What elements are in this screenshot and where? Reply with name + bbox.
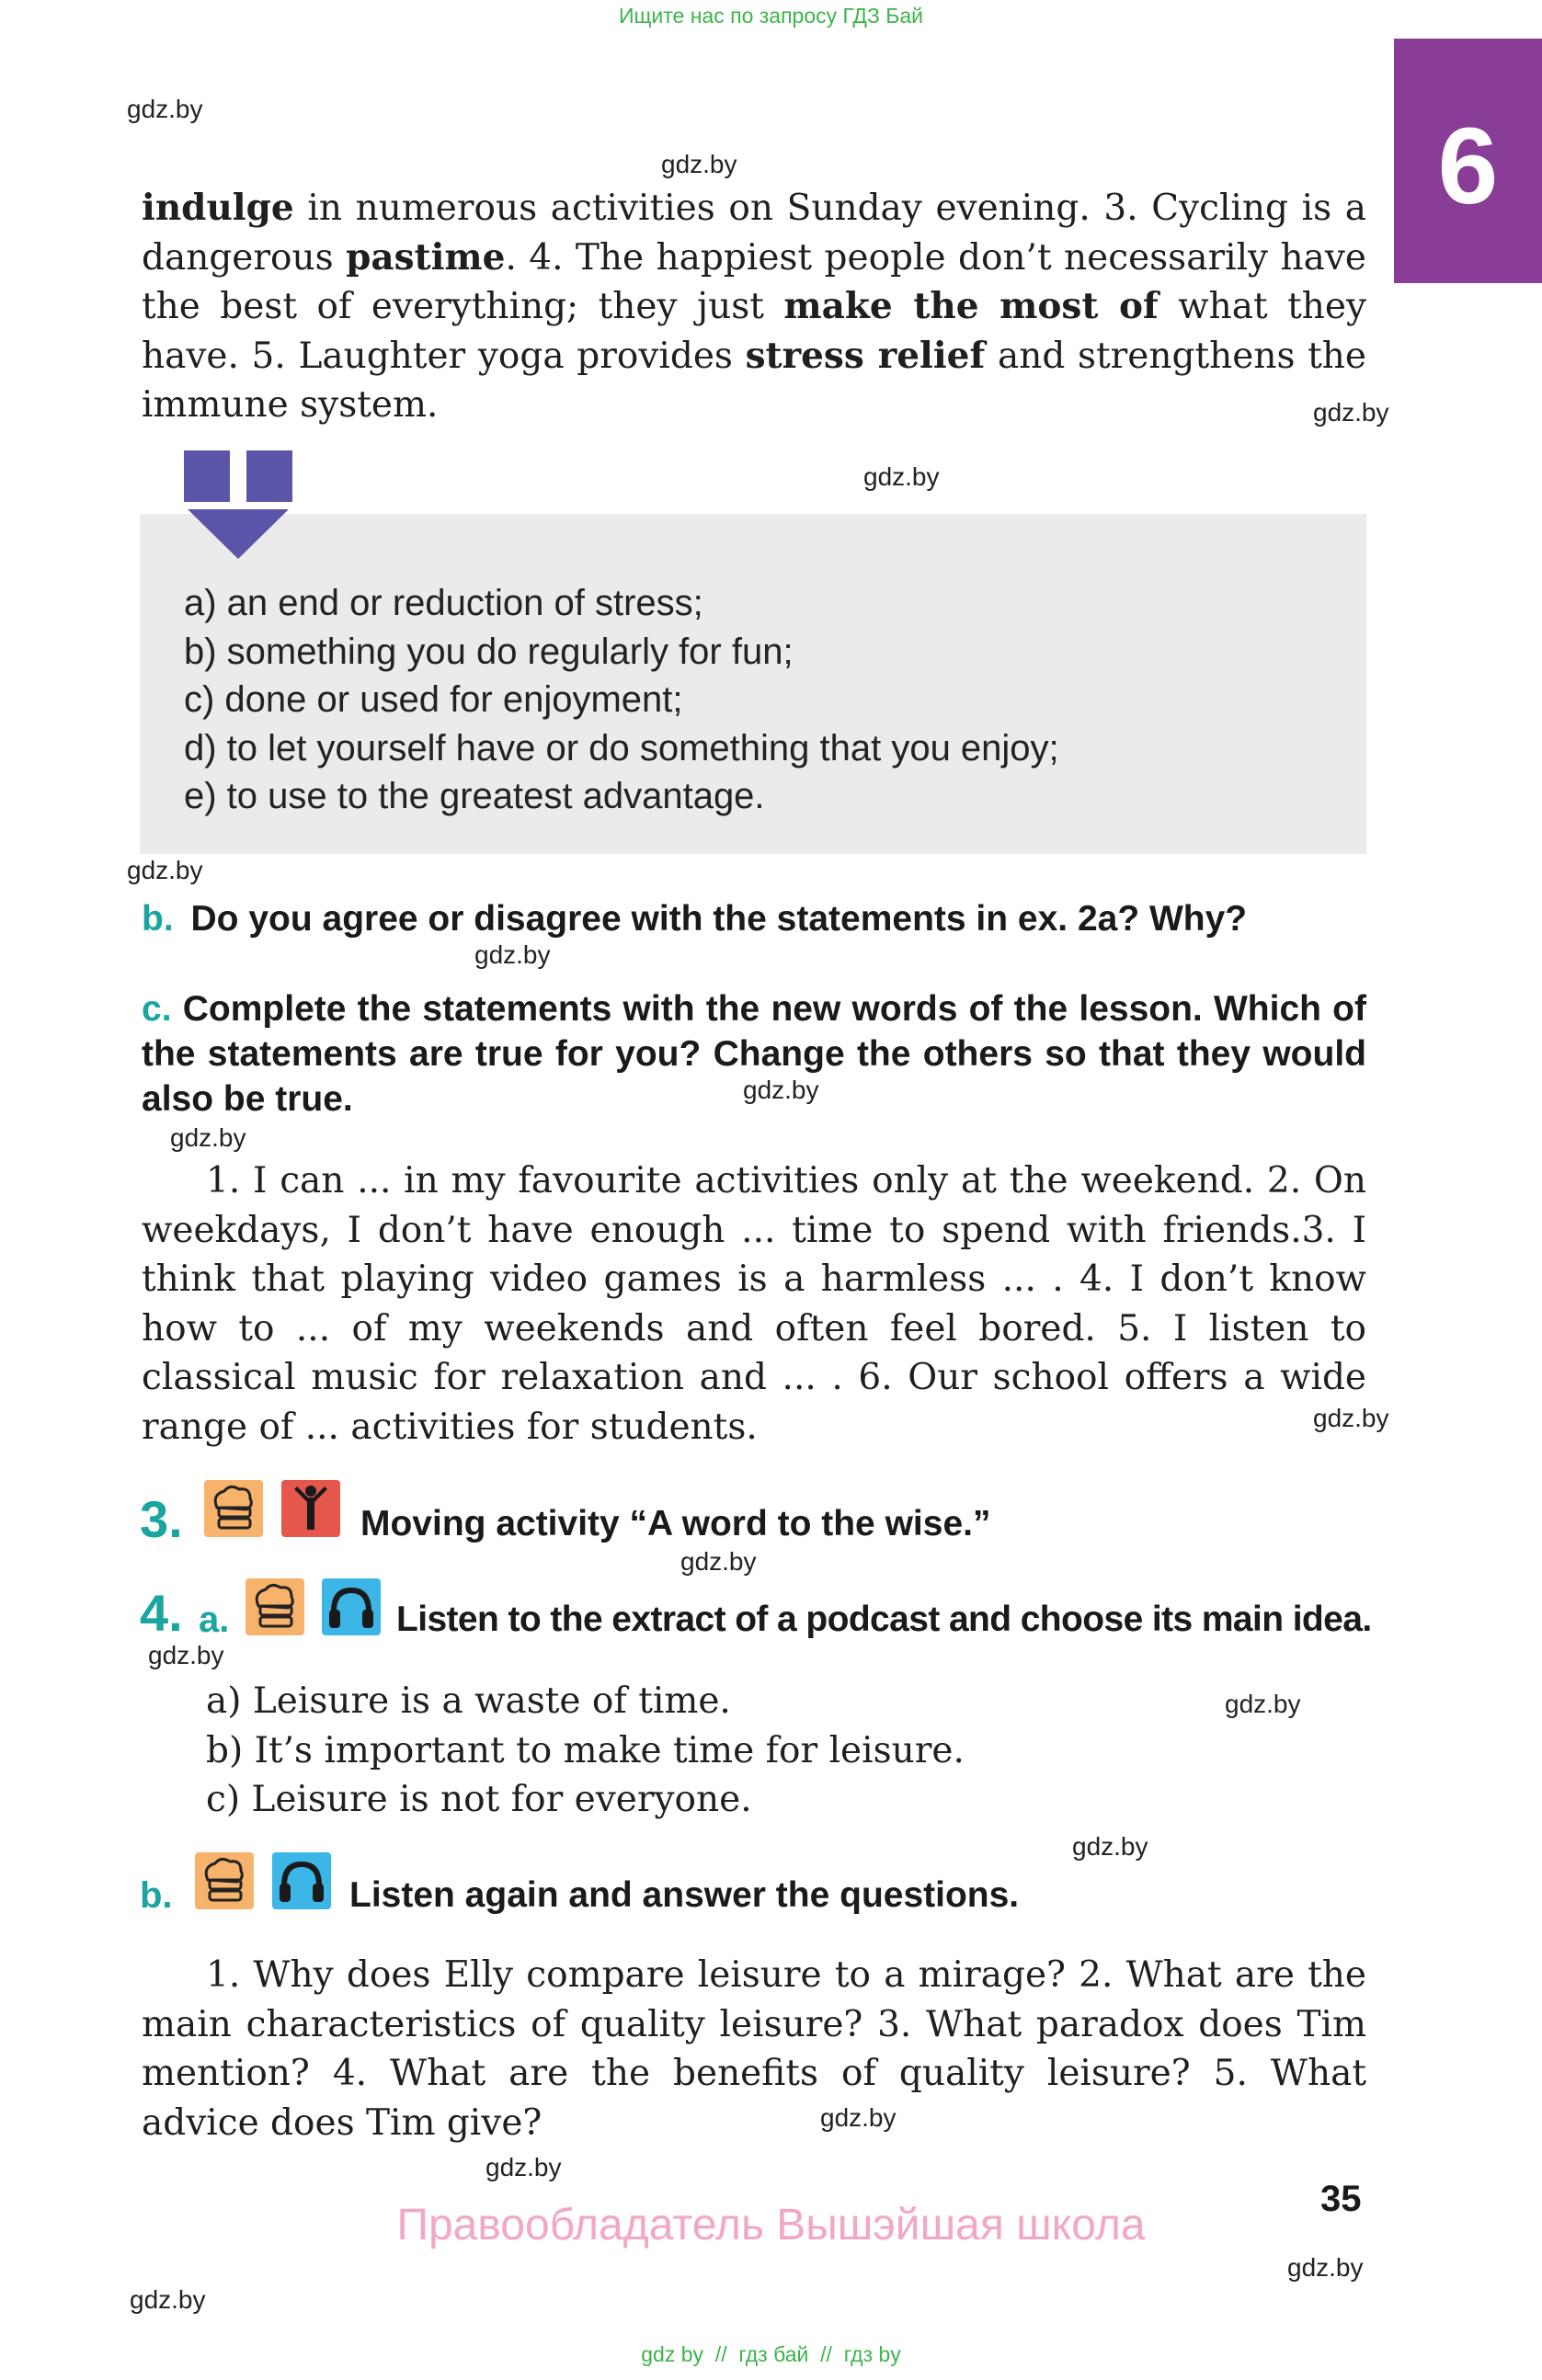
task-2c: [142, 986, 1366, 1122]
vocab-word: pastime: [346, 235, 506, 279]
task-instruction: Complete the statements with the new words of the lesson. Which of the statements are true for you? Change the others so that they would also be true.: [142, 989, 1366, 1119]
paragraph-text: what they have. 5. Laughter yoga provides: [142, 286, 1367, 377]
task-letter: b.: [140, 1875, 173, 1916]
arrow-down-icon: [184, 450, 292, 559]
watermark: gdz.by: [127, 856, 203, 884]
group-work-icon: [195, 1852, 254, 1909]
task-4a-options: [206, 1677, 965, 1825]
watermark: gdz.by: [743, 1076, 819, 1104]
group-work-icon: [204, 1480, 263, 1537]
watermark: gdz.by: [474, 940, 551, 969]
watermark: gdz.by: [485, 2153, 562, 2181]
watermark: gdz.by: [1313, 398, 1389, 427]
definition-item: d) to let yourself have or do something that you enjoy;: [184, 727, 1059, 769]
task-4b-instruction: Listen again and answer the questions.: [349, 1875, 1020, 1915]
group-work-icon: [246, 1578, 304, 1635]
watermark: gdz.by: [148, 1641, 224, 1669]
watermark: gdz.by: [127, 95, 203, 123]
definitions-list: [184, 579, 1287, 821]
headphones-icon: [322, 1578, 381, 1635]
watermark: gdz.by: [170, 1123, 246, 1152]
vocab-word: indulge: [142, 187, 294, 229]
headphones-icon: [272, 1852, 331, 1909]
task-letter: c.: [142, 989, 172, 1029]
watermark: gdz.by: [1072, 1832, 1148, 1861]
chapter-tab: [1394, 39, 1542, 283]
header-banner[interactable]: Ищите нас по запросу ГДЗ Бай: [618, 4, 924, 28]
intro-paragraph: [142, 184, 1366, 430]
paragraph-text: in numerous activities on Sunday evening. 3. Cycling is a dangerous: [142, 188, 1366, 279]
watermark: gdz.by: [1225, 1690, 1301, 1718]
watermark: gdz.by: [820, 2103, 897, 2132]
task-4-number: 4.: [140, 1584, 183, 1642]
definition-item: e) to use to the greatest advantage.: [184, 776, 765, 816]
paragraph-text: . 4. The happiest people don’t necessarily have the best of everything; they just: [142, 236, 1366, 327]
chapter-number: 6: [1437, 106, 1499, 227]
footer-links[interactable]: gdz by // гдз бай // гдз by: [641, 2342, 901, 2366]
page-number: 35: [1320, 2179, 1362, 2219]
option-item: a) Leisure is a waste of time.: [206, 1680, 731, 1722]
task-3-instruction: Moving activity “A word to the wise.”: [360, 1504, 991, 1543]
task-instruction: Do you agree or disagree with the statements in ex. 2a? Why?: [190, 899, 1248, 939]
definition-item: c) done or used for enjoyment;: [184, 679, 683, 720]
moving-activity-icon: [281, 1480, 340, 1537]
option-item: b) It’s important to make time for leisure.: [206, 1729, 965, 1771]
task-letter: a.: [199, 1600, 230, 1640]
vocab-word: stress relief: [745, 334, 986, 377]
watermark: gdz.by: [1313, 1404, 1389, 1432]
copyright-notice: Правообладатель Вышэйшая школа: [396, 2201, 1146, 2249]
watermark: gdz.by: [661, 150, 737, 178]
watermark: gdz.by: [680, 1547, 757, 1576]
watermark: gdz.by: [863, 462, 940, 491]
task-2b: [142, 899, 1374, 939]
task-4a-instruction: Listen to the extract of a podcast and choose its main idea.: [396, 1600, 1372, 1639]
task-letter: b.: [142, 899, 174, 939]
watermark: gdz.by: [1287, 2253, 1364, 2282]
option-item: c) Leisure is not for everyone.: [206, 1779, 752, 1820]
task-3-number: 3.: [140, 1490, 183, 1548]
definition-item: b) something you do regularly for fun;: [184, 631, 794, 672]
vocab-word: make the most of: [783, 285, 1159, 327]
paragraph-text: and strengthens the immune system.: [142, 335, 1367, 426]
task-2c-body: 1. I can ... in my favourite activities only at the weekend. 2. On weekdays, I don’t have enough ... time to spend with friends.3. I think that playing video games is a harmless ... . 4. I don’t know how to ... of my weekends and often feel bored. 5. I listen to classical music for relaxation and ... . 6. Our school offers a wide range of ... activities for students.: [142, 1160, 1366, 1448]
task-4b-body: 1. Why does Elly compare leisure to a mirage? 2. What are the main characteristics of quality leisure? 3. What paradox does Tim mention? 4. What are the benefits of quality leisure? 5. What advice does Tim give?: [142, 1954, 1366, 2144]
definition-item: a) an end or reduction of stress;: [184, 583, 703, 623]
watermark: gdz.by: [130, 2285, 206, 2314]
